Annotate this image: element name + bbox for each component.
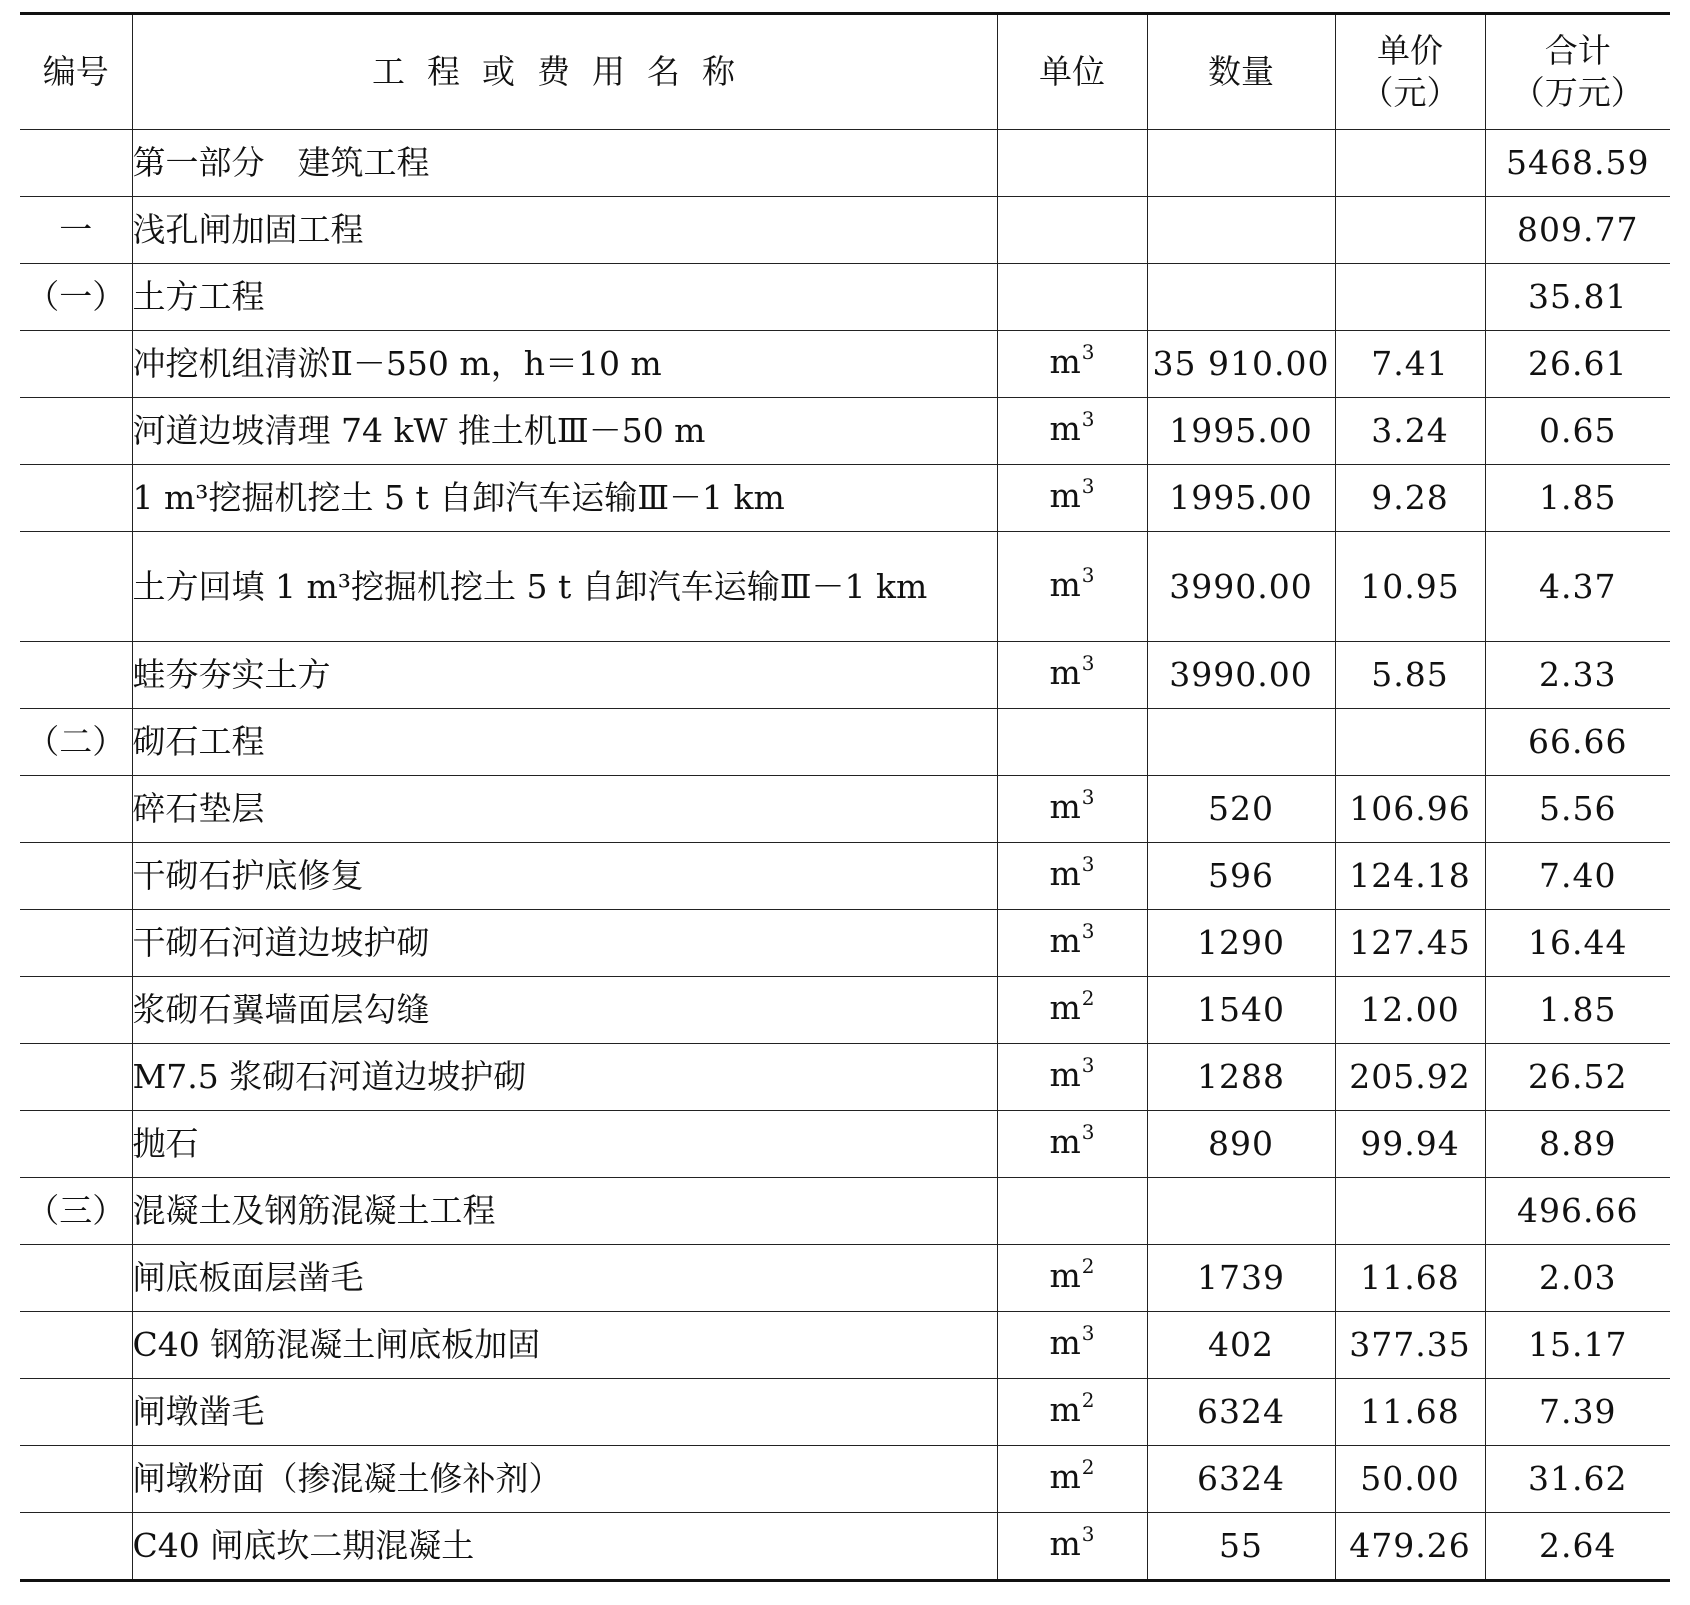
- cell-unit: [997, 130, 1147, 197]
- cell-total: 2.33: [1485, 642, 1670, 709]
- cell-price: 124.18: [1335, 843, 1485, 910]
- cell-total: 2.03: [1485, 1245, 1670, 1312]
- cell-no: [20, 465, 132, 532]
- unit-text: m: [1049, 1323, 1081, 1362]
- cell-no: [20, 1446, 132, 1513]
- header-total: [1485, 14, 1670, 130]
- cell-unit: [997, 776, 1147, 843]
- table-row: [20, 465, 1670, 532]
- table-row: [20, 1446, 1670, 1513]
- table-row: [20, 1111, 1670, 1178]
- cell-no: [20, 977, 132, 1044]
- cell-unit: [997, 1111, 1147, 1178]
- cell-no: （一）: [20, 264, 132, 331]
- cell-unit: [997, 532, 1147, 642]
- cell-unit: [997, 843, 1147, 910]
- unit-exponent: 3: [1081, 1522, 1095, 1546]
- cell-qty: 3990.00: [1147, 642, 1335, 709]
- header-total-line2: （万元）: [1511, 73, 1644, 112]
- unit-text: m: [1049, 1122, 1081, 1161]
- unit-exponent: 3: [1081, 1053, 1095, 1077]
- unit-exponent: 2: [1081, 1455, 1095, 1479]
- cell-qty: 596: [1147, 843, 1335, 910]
- cell-qty: [1147, 197, 1335, 264]
- cell-name: 1 m³挖掘机挖土 5 t 自卸汽车运输Ⅲ－1 km: [132, 465, 997, 532]
- cell-no: [20, 910, 132, 977]
- cell-total: 1.85: [1485, 465, 1670, 532]
- cell-no: [20, 642, 132, 709]
- cell-no: （三）: [20, 1178, 132, 1245]
- budget-body: [20, 130, 1670, 1581]
- cell-no: [20, 776, 132, 843]
- table-row: [20, 1245, 1670, 1312]
- cell-total: 31.62: [1485, 1446, 1670, 1513]
- header-price-line2: （元）: [1360, 73, 1460, 112]
- cell-price: 377.35: [1335, 1312, 1485, 1379]
- unit-exponent: 3: [1081, 340, 1095, 364]
- unit-exponent: 2: [1081, 986, 1095, 1010]
- cell-qty: 1739: [1147, 1245, 1335, 1312]
- cell-total: 809.77: [1485, 197, 1670, 264]
- cell-price: 11.68: [1335, 1245, 1485, 1312]
- table-row: [20, 264, 1670, 331]
- table-row: [20, 398, 1670, 465]
- table-row: [20, 843, 1670, 910]
- budget-sheet: [20, 12, 1670, 1582]
- cell-no: [20, 331, 132, 398]
- cell-qty: 520: [1147, 776, 1335, 843]
- unit-exponent: 3: [1081, 562, 1095, 587]
- cell-total: 5.56: [1485, 776, 1670, 843]
- table-row: [20, 642, 1670, 709]
- cell-qty: [1147, 130, 1335, 197]
- cell-qty: 35 910.00: [1147, 331, 1335, 398]
- cell-price: 205.92: [1335, 1044, 1485, 1111]
- header-row: [20, 14, 1670, 130]
- unit-text: m: [1049, 1457, 1081, 1496]
- budget-table: [20, 12, 1670, 1582]
- cell-no: [20, 1044, 132, 1111]
- cell-name: 闸墩粉面（掺混凝土修补剂）: [132, 1446, 997, 1513]
- cell-qty: 55: [1147, 1513, 1335, 1581]
- cell-unit: [997, 709, 1147, 776]
- cell-name: C40 钢筋混凝土闸底板加固: [132, 1312, 997, 1379]
- cell-name: 第一部分 建筑工程: [132, 130, 997, 197]
- unit-text: m: [1049, 988, 1081, 1027]
- cell-no: [20, 1312, 132, 1379]
- cell-unit: [997, 264, 1147, 331]
- table-row: [20, 197, 1670, 264]
- unit-text: m: [1049, 564, 1081, 604]
- cell-name: 冲挖机组清淤Ⅱ－550 m，h＝10 m: [132, 331, 997, 398]
- unit-text: m: [1049, 1055, 1081, 1094]
- cell-total: 66.66: [1485, 709, 1670, 776]
- cell-qty: [1147, 1178, 1335, 1245]
- cell-qty: 6324: [1147, 1379, 1335, 1446]
- cell-total: 26.52: [1485, 1044, 1670, 1111]
- cell-name: 干砌石护底修复: [132, 843, 997, 910]
- cell-qty: 1288: [1147, 1044, 1335, 1111]
- unit-text: m: [1049, 476, 1081, 515]
- cell-unit: [997, 398, 1147, 465]
- cell-name: 闸底板面层凿毛: [132, 1245, 997, 1312]
- cell-price: 3.24: [1335, 398, 1485, 465]
- cell-qty: 1290: [1147, 910, 1335, 977]
- cell-unit: [997, 1044, 1147, 1111]
- cell-name: 浅孔闸加固工程: [132, 197, 997, 264]
- cell-qty: 1995.00: [1147, 465, 1335, 532]
- table-row: [20, 776, 1670, 843]
- cell-price: 7.41: [1335, 331, 1485, 398]
- cell-price: [1335, 197, 1485, 264]
- cell-name: 浆砌石翼墙面层勾缝: [132, 977, 997, 1044]
- cell-no: [20, 1379, 132, 1446]
- cell-qty: [1147, 709, 1335, 776]
- unit-text: m: [1049, 1256, 1081, 1295]
- unit-text: m: [1049, 653, 1081, 692]
- table-row: [20, 1044, 1670, 1111]
- unit-exponent: 3: [1081, 852, 1095, 876]
- cell-qty: 3990.00: [1147, 532, 1335, 642]
- header-name: 工程或费用名称: [132, 14, 997, 130]
- unit-exponent: 3: [1081, 785, 1095, 809]
- cell-no: 一: [20, 197, 132, 264]
- cell-total: 4.37: [1485, 532, 1670, 642]
- cell-total: 2.64: [1485, 1513, 1670, 1581]
- unit-exponent: 2: [1081, 1254, 1095, 1278]
- cell-price: 106.96: [1335, 776, 1485, 843]
- unit-text: m: [1049, 409, 1081, 448]
- header-qty: 数量: [1147, 14, 1335, 130]
- table-row: [20, 977, 1670, 1044]
- cell-name: 抛石: [132, 1111, 997, 1178]
- unit-text: m: [1049, 787, 1081, 826]
- cell-price: [1335, 1178, 1485, 1245]
- unit-text: m: [1049, 1390, 1081, 1429]
- cell-unit: [997, 1312, 1147, 1379]
- unit-exponent: 3: [1081, 919, 1095, 943]
- cell-total: 15.17: [1485, 1312, 1670, 1379]
- cell-price: 127.45: [1335, 910, 1485, 977]
- cell-total: 5468.59: [1485, 130, 1670, 197]
- unit-exponent: 3: [1081, 407, 1095, 431]
- unit-exponent: 3: [1081, 651, 1095, 675]
- cell-price: 479.26: [1335, 1513, 1485, 1581]
- cell-total: 7.39: [1485, 1379, 1670, 1446]
- cell-no: [20, 1111, 132, 1178]
- table-row: [20, 1513, 1670, 1581]
- cell-total: 35.81: [1485, 264, 1670, 331]
- cell-unit: [997, 977, 1147, 1044]
- table-row: [20, 1312, 1670, 1379]
- cell-no: [20, 532, 132, 642]
- unit-exponent: 2: [1081, 1388, 1095, 1412]
- cell-price: 9.28: [1335, 465, 1485, 532]
- cell-unit: [997, 1446, 1147, 1513]
- cell-name: 蛙夯夯实土方: [132, 642, 997, 709]
- cell-price: 12.00: [1335, 977, 1485, 1044]
- cell-unit: [997, 1379, 1147, 1446]
- cell-unit: [997, 642, 1147, 709]
- cell-qty: 402: [1147, 1312, 1335, 1379]
- cell-name: 河道边坡清理 74 kW 推土机Ⅲ－50 m: [132, 398, 997, 465]
- cell-name: 干砌石河道边坡护砌: [132, 910, 997, 977]
- cell-name: 砌石工程: [132, 709, 997, 776]
- cell-name: 闸墩凿毛: [132, 1379, 997, 1446]
- cell-total: 26.61: [1485, 331, 1670, 398]
- unit-text: m: [1049, 921, 1081, 960]
- cell-price: [1335, 709, 1485, 776]
- cell-qty: 6324: [1147, 1446, 1335, 1513]
- cell-name: 土方工程: [132, 264, 997, 331]
- cell-price: 11.68: [1335, 1379, 1485, 1446]
- cell-price: [1335, 130, 1485, 197]
- cell-total: 8.89: [1485, 1111, 1670, 1178]
- cell-price: [1335, 264, 1485, 331]
- cell-price: 10.95: [1335, 532, 1485, 642]
- cell-name: M7.5 浆砌石河道边坡护砌: [132, 1044, 997, 1111]
- cell-price: 5.85: [1335, 642, 1485, 709]
- cell-no: [20, 843, 132, 910]
- cell-no: [20, 1513, 132, 1581]
- header-no: 编号: [20, 14, 132, 130]
- table-row: [20, 331, 1670, 398]
- cell-no: （二）: [20, 709, 132, 776]
- cell-unit: [997, 1513, 1147, 1581]
- cell-qty: 1540: [1147, 977, 1335, 1044]
- cell-unit: [997, 910, 1147, 977]
- table-row: [20, 709, 1670, 776]
- header-price: [1335, 14, 1485, 130]
- cell-name: 土方回填 1 m³挖掘机挖土 5 t 自卸汽车运输Ⅲ－1 km: [132, 532, 997, 642]
- unit-exponent: 3: [1081, 474, 1095, 498]
- cell-total: 16.44: [1485, 910, 1670, 977]
- unit-exponent: 3: [1081, 1321, 1095, 1345]
- table-row: [20, 532, 1670, 642]
- header-unit: 单位: [997, 14, 1147, 130]
- cell-no: [20, 130, 132, 197]
- cell-qty: 890: [1147, 1111, 1335, 1178]
- unit-text: m: [1049, 342, 1081, 381]
- cell-price: 50.00: [1335, 1446, 1485, 1513]
- cell-total: 496.66: [1485, 1178, 1670, 1245]
- unit-text: m: [1049, 854, 1081, 893]
- cell-unit: [997, 197, 1147, 264]
- cell-name: 碎石垫层: [132, 776, 997, 843]
- cell-total: 0.65: [1485, 398, 1670, 465]
- table-row: [20, 1379, 1670, 1446]
- table-row: [20, 1178, 1670, 1245]
- cell-qty: [1147, 264, 1335, 331]
- header-price-line1: 单价: [1377, 31, 1443, 70]
- unit-exponent: 3: [1081, 1120, 1095, 1144]
- cell-unit: [997, 465, 1147, 532]
- unit-text: m: [1049, 1524, 1081, 1563]
- cell-total: 7.40: [1485, 843, 1670, 910]
- cell-name: 混凝土及钢筋混凝土工程: [132, 1178, 997, 1245]
- cell-qty: 1995.00: [1147, 398, 1335, 465]
- cell-name: C40 闸底坎二期混凝土: [132, 1513, 997, 1581]
- table-row: [20, 130, 1670, 197]
- cell-unit: [997, 1178, 1147, 1245]
- cell-unit: [997, 331, 1147, 398]
- cell-price: 99.94: [1335, 1111, 1485, 1178]
- header-total-line1: 合计: [1544, 31, 1611, 70]
- cell-unit: [997, 1245, 1147, 1312]
- cell-no: [20, 1245, 132, 1312]
- cell-total: 1.85: [1485, 977, 1670, 1044]
- table-row: [20, 910, 1670, 977]
- cell-no: [20, 398, 132, 465]
